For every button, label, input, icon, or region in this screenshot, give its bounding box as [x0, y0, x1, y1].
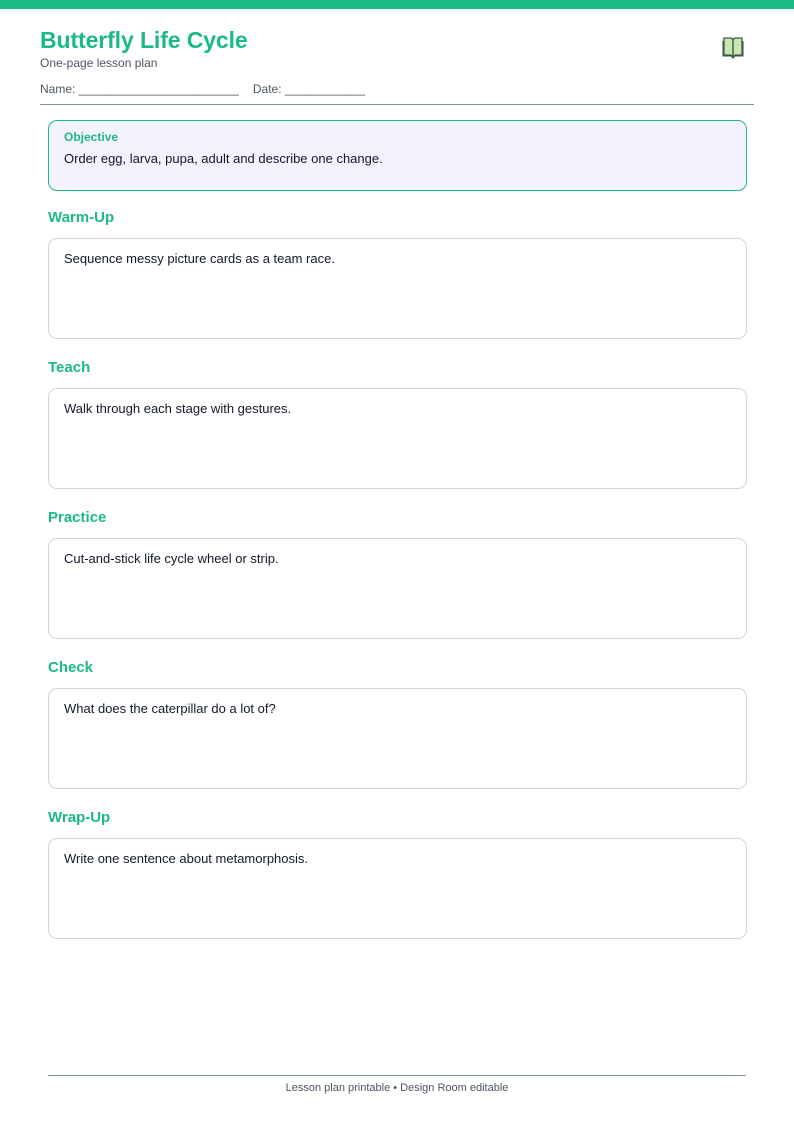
section-box-wrap-up[interactable]	[48, 838, 747, 939]
objective-text[interactable]: Order egg, larva, pupa, adult and describe one change.	[64, 151, 383, 166]
page-title: Butterfly Life Cycle	[40, 27, 248, 53]
objective-label: Objective	[64, 130, 119, 144]
section-box-practice[interactable]	[48, 538, 747, 639]
section-text-practice: Cut-and-stick life cycle wheel or strip.	[64, 551, 279, 566]
footer-divider	[48, 1075, 746, 1076]
objective-box	[48, 120, 747, 191]
date-field[interactable]: Date: ____________	[252, 82, 365, 96]
section-text-check: What does the caterpillar do a lot of?	[64, 701, 276, 716]
book-icon	[722, 35, 744, 59]
section-title-warm-up: Warm-Up	[48, 209, 115, 226]
section-box-warm-up[interactable]	[48, 238, 747, 339]
name-date-fields	[40, 82, 754, 96]
header-divider	[40, 104, 754, 105]
section-box-teach[interactable]	[48, 388, 747, 489]
section-box-check[interactable]	[48, 688, 747, 789]
section-title-practice: Practice	[48, 509, 107, 526]
section-text-teach: Walk through each stage with gestures.	[64, 401, 292, 416]
page-subtitle: One-page lesson plan	[40, 56, 158, 70]
section-text-wrap-up: Write one sentence about metamorphosis.	[64, 851, 309, 866]
name-field[interactable]: Name: ________________________	[40, 82, 239, 96]
section-title-teach: Teach	[48, 359, 91, 376]
section-title-check: Check	[48, 659, 94, 676]
page-header	[40, 26, 754, 96]
section-title-wrap-up: Wrap-Up	[48, 809, 111, 826]
section-text-warm-up: Sequence messy picture cards as a team race.	[64, 251, 335, 266]
top-accent-bar	[0, 0, 794, 9]
footer-text: Lesson plan printable • Design Room editable	[285, 1082, 509, 1094]
